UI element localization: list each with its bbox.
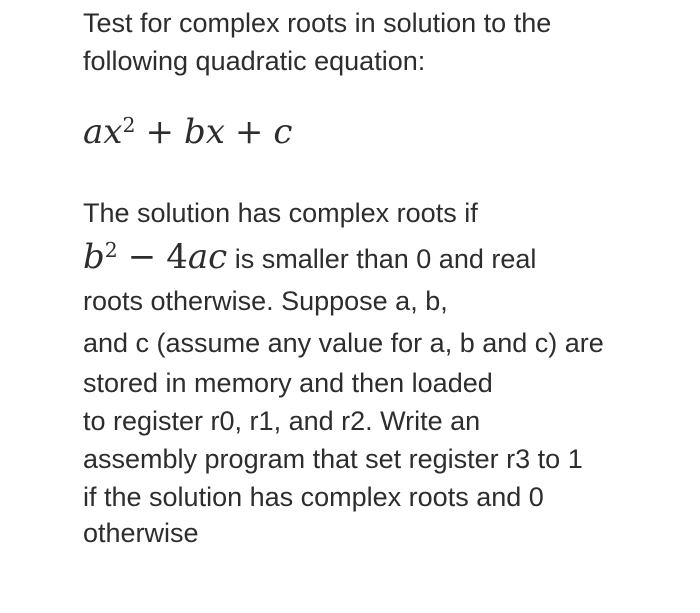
eq-plus-2: +: [234, 112, 264, 152]
body-line-3: roots otherwise. Suppose a, b,: [83, 286, 448, 316]
quadratic-equation: [83, 110, 292, 158]
eq-plus-1: +: [145, 112, 174, 152]
body-line-5: stored in memory and then loaded: [83, 368, 493, 398]
body-line-7: assembly program that set register r3 to 1: [83, 444, 583, 474]
body-line-6: to register r0, r1, and r2. Write an: [83, 406, 481, 436]
disc-ac: ac: [187, 237, 228, 277]
disc-b: b: [83, 237, 105, 277]
body-line-8: if the solution has complex roots and 0: [83, 482, 544, 512]
discriminant-expression: [83, 237, 227, 277]
eq-x-2: x: [205, 112, 225, 152]
disc-minus: −: [127, 237, 157, 277]
body-line-1: The solution has complex roots if: [83, 198, 478, 228]
body-line-2-rest: is smaller than 0 and real: [234, 244, 537, 274]
question-text: [83, 0, 683, 613]
eq-c: c: [273, 112, 293, 152]
intro-line-1: Test for complex roots in solution to the: [83, 8, 552, 38]
body-line-9: otherwise: [83, 518, 199, 548]
eq-exponent: 2: [122, 112, 136, 137]
eq-a: a: [83, 112, 104, 152]
eq-x: x: [103, 112, 123, 152]
body-line-2: [83, 237, 537, 278]
body-line-4: and c (assume any value for a, b and c) are: [83, 328, 604, 358]
disc-exponent: 2: [104, 237, 118, 262]
eq-b: b: [183, 112, 206, 152]
disc-four: 4: [166, 237, 188, 277]
intro-line-2: following quadratic equation:: [83, 46, 426, 76]
